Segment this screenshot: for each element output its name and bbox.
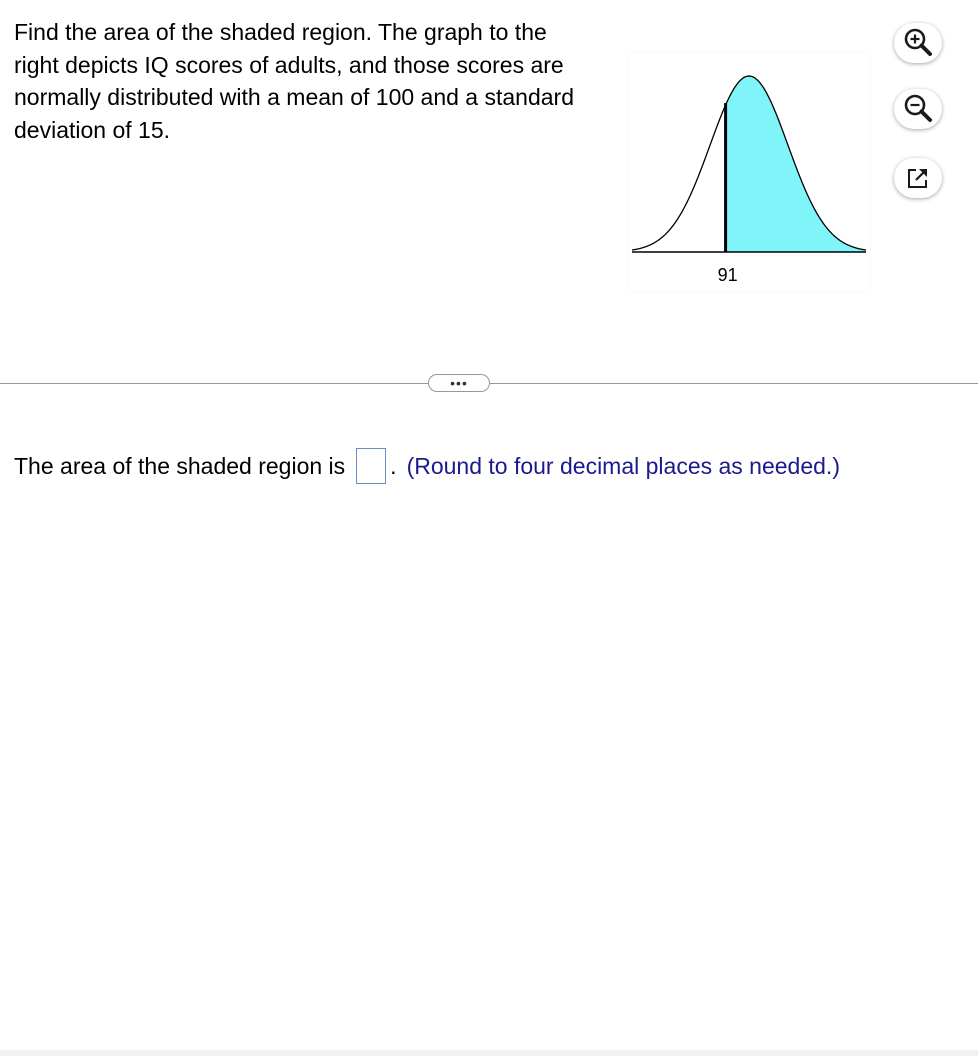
rounding-hint: (Round to four decimal places as needed.) [406,453,840,479]
marker-tick-label: 91 [717,265,738,285]
normal-curve-svg [628,52,870,292]
answer-line [14,448,840,484]
question-text: Find the area of the shaded region. The graph to the right depicts IQ scores of adults, and those scores are normally distributed with a mean of 100 and a standard deviation of 15. [14,19,574,143]
zoom-in-button[interactable] [894,23,942,63]
normal-curve-graph [628,52,870,292]
expand-button[interactable]: ••• [428,374,490,392]
answer-input[interactable] [356,448,386,484]
magnifier-minus-icon [901,92,935,126]
zoom-out-button[interactable] [894,89,942,129]
popout-button[interactable] [894,158,942,198]
answer-suffix: . [390,453,397,479]
magnifier-plus-icon [901,26,935,60]
answer-prefix: The area of the shaded region is [14,453,346,479]
bottom-strip [0,1050,978,1056]
shaded-region [726,76,866,252]
popout-arrow-icon [905,165,931,191]
